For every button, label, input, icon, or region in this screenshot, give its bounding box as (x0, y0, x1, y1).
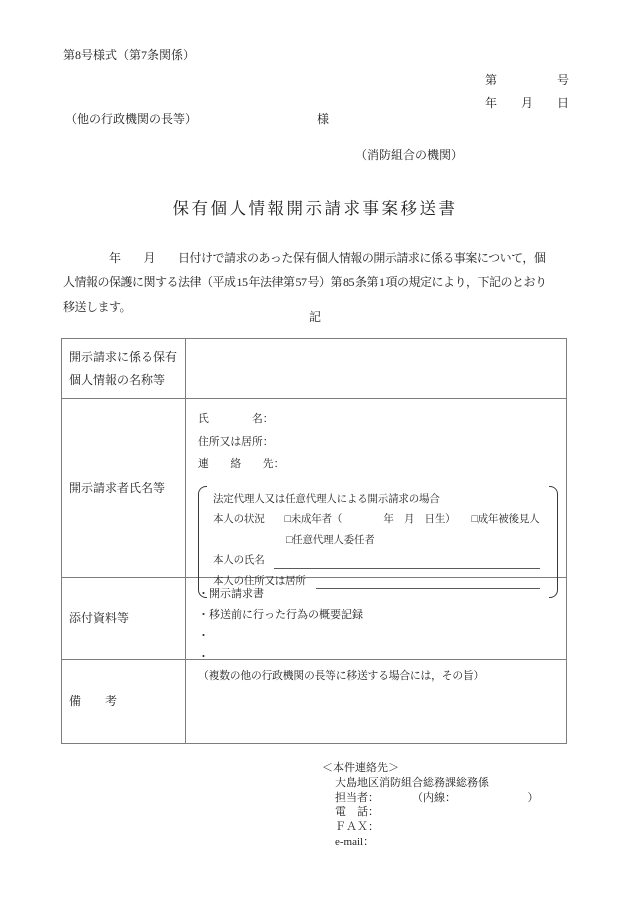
contact-heading: ＜本件連絡先＞ (322, 762, 399, 774)
attachment-item: ・開示請求書 (198, 588, 264, 600)
row-label-attachments (62, 578, 186, 659)
checkbox-option-voluntary-agent (286, 531, 542, 552)
table-row-requester (62, 399, 566, 587)
row-label-line: 開示請求に係る保有 (69, 349, 178, 364)
contact-tel-line: 電 話： (335, 806, 379, 819)
body-line: 移送します。 (63, 299, 132, 314)
row-label-remarks (62, 660, 186, 743)
row-label-information-name (62, 339, 186, 398)
checkbox-option-label: 成年被後見人 (477, 514, 540, 525)
document-date-line: 年 月 日 (484, 96, 569, 110)
form-table (61, 338, 567, 744)
left-parenthesis-bracket (198, 486, 207, 599)
principal-name-blank-line (274, 557, 541, 569)
table-row-remarks (62, 660, 566, 743)
agent-section-heading: 法定代理人又は任意代理人による開示請求の場合 (213, 493, 440, 505)
principal-name-line (213, 551, 542, 572)
checkbox-icon: □ (471, 514, 478, 525)
requester-contact-field: 連 絡 先： (198, 458, 285, 470)
addressee: （他の行政機関の長等） (65, 112, 198, 126)
principal-address-line (213, 572, 542, 593)
agent-request-section (198, 486, 558, 599)
remarks-cell (186, 660, 566, 743)
row-label-line: 個人情報の名称等 (69, 372, 166, 387)
table-row-information-name (62, 339, 566, 399)
attachment-item: ・ (198, 651, 209, 663)
document-number-line: 第 号 (484, 73, 569, 87)
principal-name-label: 本人の氏名 (213, 555, 265, 566)
requester-address-field: 住所又は居所： (198, 435, 274, 448)
sender-organization: （消防組合の機関） (355, 148, 464, 162)
principal-status-label: 本人の状況 (213, 514, 265, 525)
spacer (455, 510, 471, 531)
addressee-honorific: 様 (317, 112, 330, 126)
principal-address-label: 本人の住所又は居所 (213, 575, 306, 587)
checkbox-icon: □ (284, 514, 291, 525)
row-label-line: 開示請求者氏名等 (69, 480, 166, 495)
checkbox-option-label: 未成年者（ 年 月 日生） (290, 514, 456, 525)
row-label-requester (62, 399, 186, 577)
contact-fax-line: ＦＡＸ： (335, 821, 379, 834)
checkbox-option-adult-ward (471, 510, 539, 531)
principal-status-line (213, 510, 542, 531)
information-name-value-cell (186, 339, 566, 398)
form-number: 第8号様式（第7条関係） (63, 48, 196, 62)
checkbox-option-minor (285, 510, 456, 531)
record-mark: 記 (308, 310, 321, 324)
requester-cell (186, 399, 566, 587)
right-parenthesis-bracket (549, 486, 558, 599)
checkbox-option-label: 任意代理人委任者 (292, 534, 375, 546)
row-label-line: 添付資料等 (69, 611, 130, 625)
checkbox-icon: □ (286, 534, 293, 546)
contact-block (322, 761, 539, 850)
attachment-item: ・ (198, 630, 209, 642)
contact-email-line: e-mail： (335, 835, 375, 848)
row-label-line: 備 考 (69, 694, 118, 708)
document-title: 保有個人情報開示請求事案移送書 (172, 199, 458, 218)
spacer (265, 510, 285, 531)
body-line: 年 月 日付けで請求のあった保有個人情報の開示請求に係る事案について，個 (63, 251, 546, 265)
requester-name-field: 氏 名： (198, 413, 274, 425)
contact-org: 大島地区消防組合総務課総務係 (335, 776, 489, 789)
document-number-block (485, 69, 569, 115)
remarks-note: （複数の他の行政機関の長等に移送する場合には，その旨） (198, 670, 485, 682)
body-line: 人情報の保護に関する法律（平成 15 年法律第 57 号）第 85 条第 1 項の規定により，下記のとおり (63, 275, 547, 290)
attachment-item: ・移送前に行った行為の概要記録 (198, 609, 363, 621)
principal-address-blank-line (316, 577, 540, 589)
contact-person-line: 担当者： （内線： ） (335, 791, 539, 804)
